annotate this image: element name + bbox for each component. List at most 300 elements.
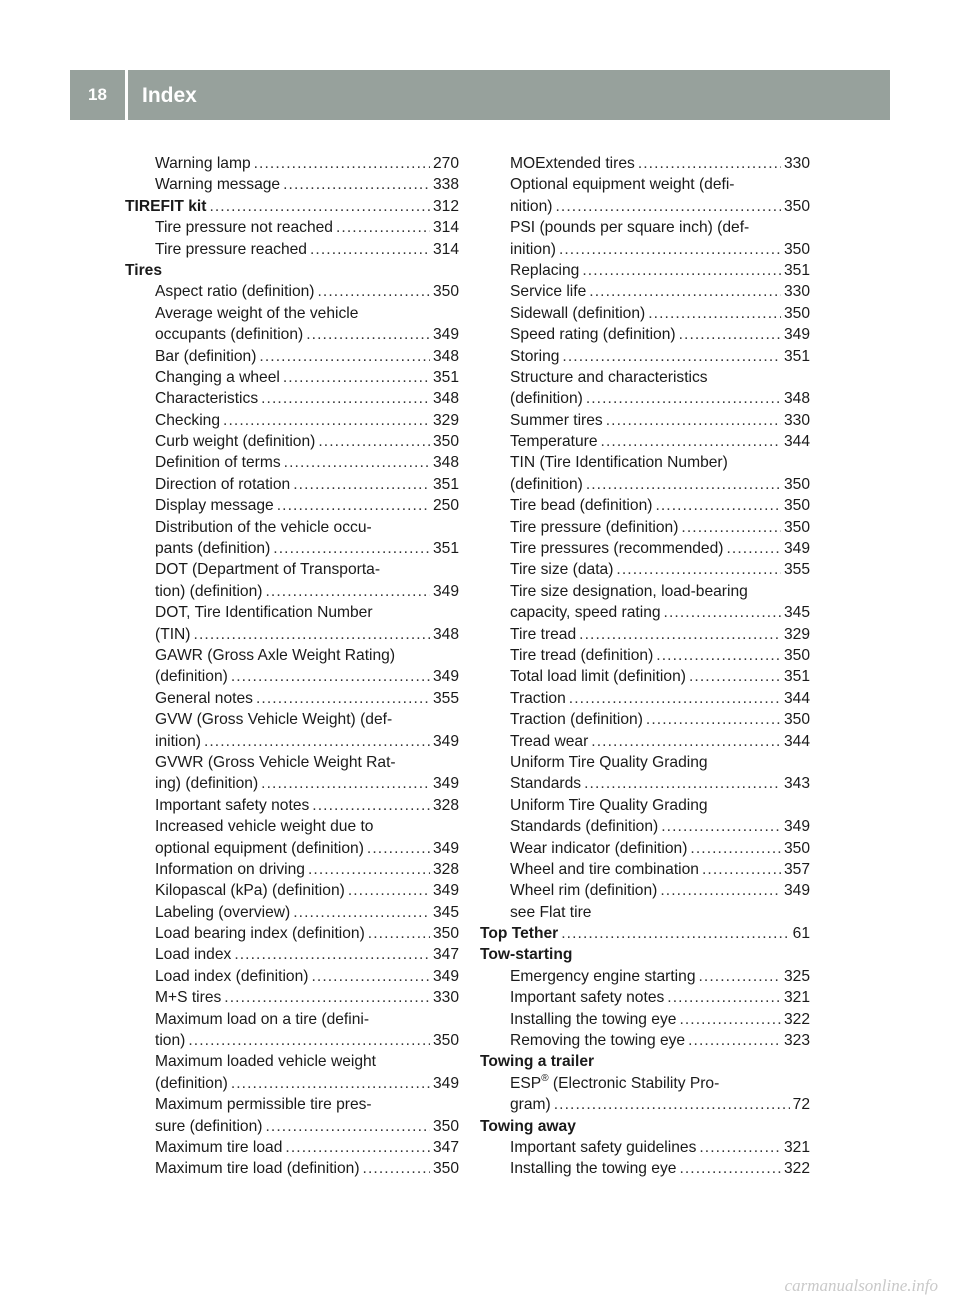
entry-text (510, 838, 687, 859)
dot-leader (293, 902, 430, 923)
index-entry (480, 559, 810, 580)
page-reference[interactable]: 350 (783, 197, 810, 215)
entry-text (510, 474, 583, 495)
page-reference[interactable]: 61 (792, 925, 810, 943)
index-entry (125, 324, 459, 345)
page-reference[interactable]: 329 (783, 625, 810, 643)
page-reference[interactable]: 270 (432, 155, 459, 172)
entry-label: Traction (510, 689, 566, 707)
entry-text (510, 1030, 685, 1051)
entry-text (510, 1073, 719, 1094)
entry-text (510, 966, 696, 987)
entry-text (155, 1094, 372, 1115)
index-entry (125, 410, 459, 431)
entry-label: occupants (definition) (155, 326, 304, 344)
entry-text (155, 838, 364, 859)
page-reference[interactable]: 323 (783, 1032, 810, 1050)
entry-text (155, 923, 365, 944)
index-entry (480, 880, 810, 901)
page-reference[interactable]: 348 (432, 347, 459, 365)
page-reference[interactable]: 351 (432, 368, 459, 386)
index-entry (480, 281, 810, 302)
index-entry (480, 709, 810, 730)
dot-leader (616, 559, 781, 580)
entry-text (155, 1158, 360, 1179)
entry-label: Important safety notes (155, 796, 310, 814)
dot-leader (234, 944, 430, 965)
page-reference[interactable]: 349 (432, 582, 459, 600)
entry-text (510, 410, 603, 431)
watermark: carmanualsonline.info (784, 1276, 938, 1295)
entry-label: Average weight of the vehicle (155, 304, 359, 322)
index-entry (125, 281, 459, 302)
entry-text (155, 645, 395, 666)
index-entry (125, 153, 459, 174)
dot-leader (318, 431, 430, 452)
entry-label: Characteristics (155, 390, 259, 408)
page-reference[interactable]: 349 (783, 818, 810, 836)
entry-text (155, 303, 358, 324)
dot-leader (688, 1030, 781, 1051)
page-reference[interactable]: 351 (783, 261, 810, 279)
page-reference[interactable]: 322 (783, 1010, 810, 1028)
index-heading (480, 1051, 810, 1072)
dot-leader (265, 1116, 429, 1137)
index-entry (125, 688, 459, 709)
entry-text (510, 388, 583, 409)
page-reference[interactable]: 328 (432, 860, 459, 878)
entry-label: General notes (155, 689, 253, 707)
entry-label: GVW (Gross Vehicle Weight) (def- (155, 711, 393, 729)
index-entry (125, 452, 459, 473)
page-reference[interactable]: 351 (432, 475, 459, 493)
dot-leader (679, 1158, 781, 1179)
header-divider (125, 70, 128, 120)
page-reference[interactable]: 351 (783, 668, 810, 686)
entry-label: Distribution of the vehicle occu- (155, 518, 372, 536)
entry-text (155, 944, 231, 965)
page-reference[interactable]: 314 (432, 240, 459, 258)
entry-text (155, 346, 256, 367)
page-reference[interactable]: 350 (783, 711, 810, 729)
entry-label: Kilopascal (kPa) (definition) (155, 882, 345, 900)
entry-label: Changing a wheel (155, 368, 280, 386)
index-heading (480, 1116, 810, 1137)
page-reference[interactable]: 330 (783, 155, 810, 172)
entry-label: Direction of rotation (155, 475, 291, 493)
page-reference[interactable]: 347 (432, 1138, 459, 1156)
index-entry (480, 602, 810, 623)
entry-label: M+S tires (155, 989, 222, 1007)
dot-leader (648, 303, 781, 324)
page-reference[interactable]: 325 (783, 967, 810, 985)
page-reference[interactable]: 350 (783, 475, 810, 493)
page-reference[interactable]: 355 (432, 689, 459, 707)
dot-leader (273, 538, 430, 559)
page-reference[interactable]: 329 (432, 411, 459, 429)
page-reference[interactable]: 350 (783, 646, 810, 664)
entry-text (155, 859, 305, 880)
index-entry (480, 239, 810, 260)
entry-text (510, 581, 748, 602)
entry-text (510, 987, 664, 1008)
page-reference[interactable]: 349 (432, 775, 459, 793)
entry-label: (definition) (155, 668, 228, 686)
page-reference[interactable]: 349 (432, 732, 459, 750)
entry-label: Maximum permissible tire pres- (155, 1096, 372, 1114)
dot-leader (285, 1137, 430, 1158)
dot-leader (591, 731, 781, 752)
entry-label: Storing (510, 347, 560, 365)
index-entry (125, 431, 459, 452)
entry-text (155, 709, 392, 730)
dot-leader (586, 388, 781, 409)
page-reference[interactable]: 349 (432, 668, 459, 686)
page-reference[interactable]: 348 (432, 454, 459, 472)
page-reference[interactable]: 349 (432, 967, 459, 985)
page-reference[interactable]: 312 (432, 197, 459, 215)
page-reference[interactable]: 349 (432, 1074, 459, 1092)
entry-label: Top Tether (480, 925, 559, 943)
entry-text (155, 795, 309, 816)
index-entry (480, 581, 810, 602)
entry-label: Definition of terms (155, 454, 281, 472)
entry-label: Tire bead (definition) (510, 497, 653, 515)
entry-label: Tread wear (510, 732, 589, 750)
entry-label: Speed rating (definition) (510, 326, 676, 344)
page-reference[interactable]: 345 (432, 903, 459, 921)
index-entry (480, 452, 810, 473)
index-entry (480, 1158, 810, 1179)
dot-leader (554, 1094, 790, 1115)
page-reference[interactable]: 322 (783, 1160, 810, 1178)
page-reference[interactable]: 348 (432, 390, 459, 408)
entry-text (155, 367, 280, 388)
page-reference[interactable]: 328 (432, 796, 459, 814)
index-entry (125, 367, 459, 388)
entry-text (510, 731, 588, 752)
dot-leader (579, 624, 781, 645)
entry-text (155, 281, 314, 302)
index-entry (480, 410, 810, 431)
dot-leader (667, 987, 781, 1008)
page-reference[interactable]: 351 (432, 540, 459, 558)
index-entry (480, 1137, 810, 1158)
index-entry (480, 987, 810, 1008)
page-reference[interactable]: 344 (783, 732, 810, 750)
entry-label: Display message (155, 497, 274, 515)
entry-label: Tire tread (510, 625, 577, 643)
dot-leader (699, 966, 781, 987)
entry-label: Structure and characteristics (510, 368, 708, 386)
page-reference[interactable]: 330 (783, 283, 810, 301)
entry-text (155, 410, 220, 431)
page-reference[interactable]: 348 (783, 390, 810, 408)
index-entry (125, 1030, 459, 1051)
dot-leader (601, 431, 781, 452)
entry-label: Warning message (155, 176, 281, 194)
entry-text (510, 859, 699, 880)
dot-leader (702, 859, 781, 880)
entry-text (155, 239, 307, 260)
index-entry (125, 1051, 459, 1072)
entry-label: Warning lamp (155, 155, 251, 172)
page-reference[interactable]: 321 (783, 989, 810, 1007)
dot-leader (562, 346, 781, 367)
page-reference[interactable]: 351 (783, 347, 810, 365)
page-reference[interactable]: 350 (432, 925, 459, 943)
page-reference[interactable]: 348 (432, 625, 459, 643)
index-entry (125, 816, 459, 837)
page-reference[interactable]: 357 (783, 860, 810, 878)
page-reference[interactable]: 349 (432, 326, 459, 344)
index-entry (125, 944, 459, 965)
index-entry (125, 495, 459, 516)
entry-label: see Flat tire (510, 903, 592, 921)
index-entry (125, 581, 459, 602)
dot-leader (559, 239, 781, 260)
entry-text (510, 281, 586, 302)
entry-text (510, 795, 708, 816)
page-reference[interactable]: 350 (783, 304, 810, 322)
entry-label: capacity, speed rating (510, 604, 661, 622)
entry-text (155, 731, 201, 752)
index-entry (125, 1094, 459, 1115)
entry-text (510, 773, 581, 794)
entry-text (155, 517, 372, 538)
dot-leader (209, 196, 430, 217)
section-title: Index (142, 84, 197, 107)
dot-leader (690, 838, 781, 859)
page-reference[interactable]: 350 (432, 283, 459, 301)
index-entry (125, 602, 459, 623)
index-entry (125, 966, 459, 987)
page-reference[interactable]: 314 (432, 219, 459, 237)
entry-text (510, 1158, 676, 1179)
entry-label: Total load limit (definition) (510, 668, 686, 686)
dot-leader (310, 239, 430, 260)
dot-leader (589, 281, 781, 302)
page-reference[interactable]: 347 (432, 946, 459, 964)
page-reference[interactable]: 350 (783, 240, 810, 258)
page-reference[interactable]: 344 (783, 433, 810, 451)
dot-leader (231, 1073, 430, 1094)
dot-leader (363, 1158, 430, 1179)
page-reference[interactable]: 349 (432, 839, 459, 857)
entry-label: Aspect ratio (definition) (155, 283, 315, 301)
page-reference[interactable]: 350 (783, 497, 810, 515)
entry-label: Sidewall (definition) (510, 304, 646, 322)
entry-text (155, 773, 258, 794)
dot-leader (265, 581, 429, 602)
entry-label: Tire pressure (definition) (510, 518, 679, 536)
index-entry (480, 838, 810, 859)
dot-leader (656, 645, 781, 666)
entry-label: Maximum load on a tire (defini- (155, 1010, 370, 1028)
entry-text (510, 517, 678, 538)
page-reference[interactable]: 349 (783, 540, 810, 558)
entry-text (125, 260, 162, 281)
index-entry (480, 1094, 810, 1115)
page-reference[interactable]: 330 (783, 411, 810, 429)
index-entry (125, 880, 459, 901)
page-reference[interactable]: 72 (792, 1096, 810, 1114)
entry-label: Wheel and tire combination (510, 860, 699, 878)
index-entry (125, 346, 459, 367)
page-reference[interactable]: 350 (432, 1032, 459, 1050)
index-entry (125, 666, 459, 687)
entry-label: tion) (155, 1032, 186, 1050)
dot-leader (348, 880, 430, 901)
entry-text (510, 816, 658, 837)
dot-leader (188, 1030, 430, 1051)
page-reference[interactable]: 350 (432, 433, 459, 451)
entry-label-continued: (Electronic Stability Pro- (548, 1074, 720, 1092)
entry-label: Tires (125, 261, 162, 279)
entry-label: Temperature (510, 433, 598, 451)
entry-text (155, 752, 396, 773)
page-reference[interactable]: 338 (432, 176, 459, 194)
index-entry (480, 1073, 810, 1094)
dot-leader (194, 624, 430, 645)
index-entry (125, 987, 459, 1008)
entry-label: Load bearing index (definition) (155, 925, 365, 943)
index-entry (125, 1073, 459, 1094)
dot-leader (555, 196, 780, 217)
entry-text (510, 495, 652, 516)
page-reference[interactable]: 321 (783, 1138, 810, 1156)
entry-label: Wheel rim (definition) (510, 882, 658, 900)
page-reference[interactable]: 349 (783, 326, 810, 344)
page-reference[interactable]: 349 (783, 882, 810, 900)
page-reference[interactable]: 350 (783, 518, 810, 536)
entry-label: TIN (Tire Identification Number) (510, 454, 728, 472)
entry-label: Bar (definition) (155, 347, 257, 365)
entry-text (510, 346, 559, 367)
dot-leader (582, 260, 781, 281)
entry-text (510, 538, 723, 559)
page-reference[interactable]: 345 (783, 604, 810, 622)
entry-text (155, 602, 373, 623)
entry-text (510, 902, 591, 923)
index-entry (480, 474, 810, 495)
entry-text (155, 624, 191, 645)
entry-text (155, 495, 274, 516)
entry-label: sure (definition) (155, 1117, 263, 1135)
index-entry (480, 624, 810, 645)
index-entry (125, 709, 459, 730)
entry-label: pants (definition) (155, 540, 271, 558)
index-entry (125, 217, 459, 238)
entry-text (510, 260, 579, 281)
entry-text (510, 559, 613, 580)
dot-leader (308, 859, 430, 880)
dot-leader (679, 324, 781, 345)
entry-label: Uniform Tire Quality Grading (510, 796, 708, 814)
entry-text (155, 966, 308, 987)
index-entry (125, 1009, 459, 1030)
dot-leader (638, 153, 781, 174)
entry-label: Maximum loaded vehicle weight (155, 1053, 377, 1071)
page-header (70, 70, 890, 120)
entry-text (155, 153, 251, 174)
entry-label: nition) (510, 197, 553, 215)
entry-text (510, 602, 661, 623)
dot-leader (569, 688, 781, 709)
entry-label: Installing the towing eye (510, 1160, 677, 1178)
dot-leader (223, 410, 430, 431)
dot-leader (311, 966, 430, 987)
entry-text (155, 431, 315, 452)
page-reference[interactable]: 355 (783, 561, 810, 579)
page-reference[interactable]: 343 (783, 775, 810, 793)
index-entry (480, 731, 810, 752)
entry-text (125, 196, 206, 217)
entry-text (155, 1030, 185, 1051)
index-entry (480, 1030, 810, 1051)
dot-leader (231, 666, 430, 687)
dot-leader (277, 495, 430, 516)
entry-text (155, 217, 333, 238)
page-reference[interactable]: 350 (432, 1160, 459, 1178)
entry-text (155, 559, 380, 580)
entry-label: ing) (definition) (155, 775, 259, 793)
index-heading (480, 923, 810, 944)
index-entry (125, 559, 459, 580)
entry-text (155, 1073, 228, 1094)
entry-text (480, 944, 572, 965)
dot-leader (336, 217, 430, 238)
entry-text (155, 880, 345, 901)
entry-label: Tire pressures (recommended) (510, 540, 724, 558)
index-entry (480, 816, 810, 837)
entry-text (510, 688, 566, 709)
index-entry (125, 1116, 459, 1137)
entry-label: Emergency engine starting (510, 967, 696, 985)
index-entry (480, 1009, 810, 1030)
entry-label: Uniform Tire Quality Grading (510, 753, 708, 771)
index-entry (125, 239, 459, 260)
dot-leader (204, 731, 430, 752)
registered-mark: ® (541, 1072, 549, 1084)
entry-text (155, 174, 280, 195)
entry-label: Towing away (480, 1117, 576, 1135)
entry-label: Load index (155, 946, 232, 964)
entry-text (510, 239, 556, 260)
index-entry (480, 174, 810, 195)
index-entry (125, 388, 459, 409)
page-number: 18 (88, 85, 107, 104)
entry-text (155, 1116, 262, 1137)
page-reference[interactable]: 349 (432, 882, 459, 900)
entry-text (510, 303, 645, 324)
index-entry (125, 1137, 459, 1158)
entry-label: Replacing (510, 261, 580, 279)
page-reference[interactable]: 330 (432, 989, 459, 1007)
entry-label: gram) (510, 1096, 551, 1114)
entry-text (155, 1051, 376, 1072)
entry-label: Traction (definition) (510, 711, 643, 729)
page-reference[interactable]: 250 (432, 497, 459, 515)
index-entry (480, 217, 810, 238)
entry-text (510, 666, 686, 687)
page-reference[interactable]: 344 (783, 689, 810, 707)
page-reference[interactable]: 350 (783, 839, 810, 857)
entry-text (155, 987, 221, 1008)
index-entry (480, 773, 810, 794)
page-reference[interactable]: 350 (432, 1117, 459, 1135)
entry-text (155, 1009, 369, 1030)
